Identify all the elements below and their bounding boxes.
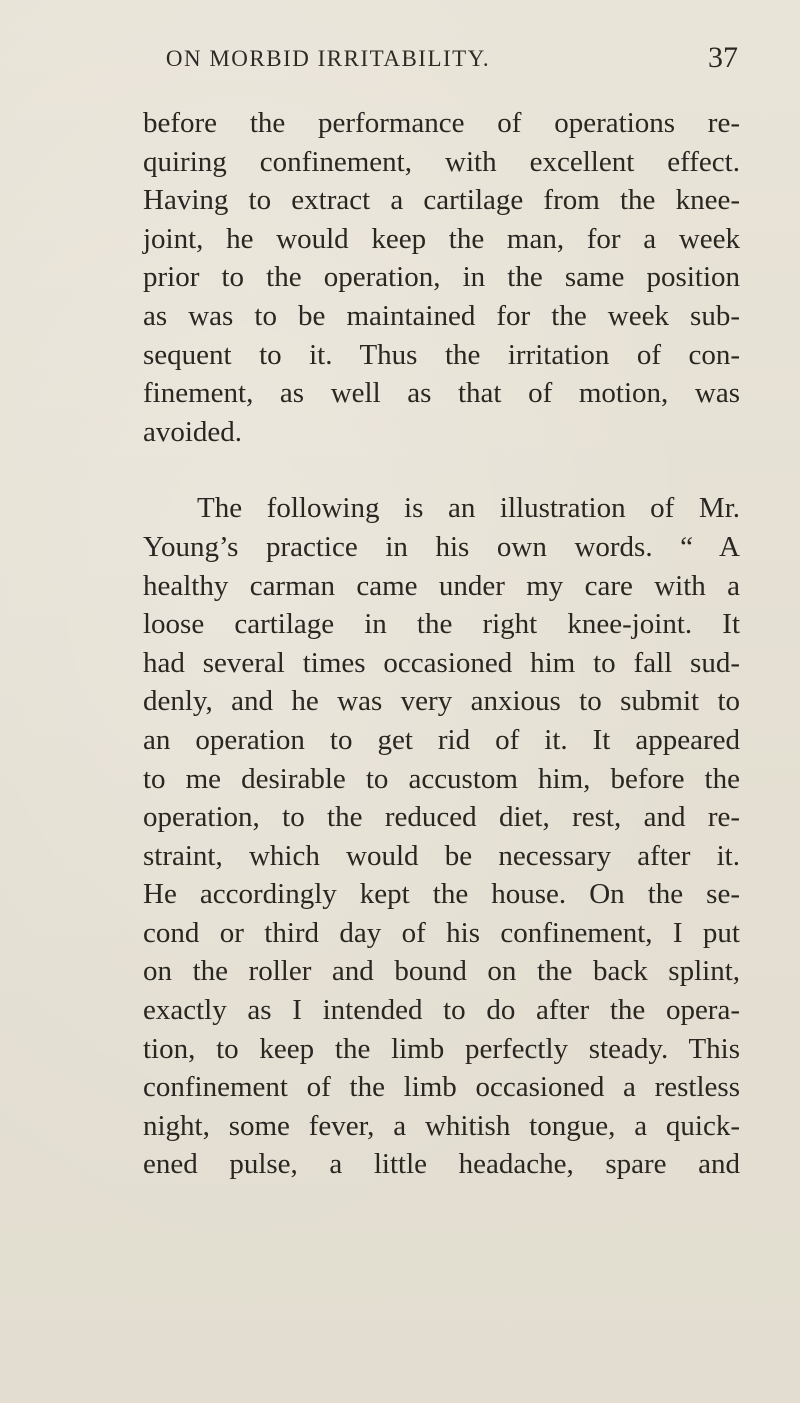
text-line: an operation to get rid of it. It appeared — [143, 723, 740, 756]
text-line: exactly as I intended to do after the opera- — [143, 994, 740, 1027]
text-line: The following is an illustration of Mr. — [197, 492, 740, 525]
text-line: avoided. — [143, 415, 243, 448]
text-line: prior to the operation, in the same position — [143, 261, 740, 294]
text-line: as was to be maintained for the week sub- — [143, 299, 740, 332]
text-line: loose cartilage in the right knee-joint. It — [143, 608, 740, 641]
text-line: operation, to the reduced diet, rest, and re- — [143, 801, 740, 834]
text-line: straint, which would be necessary after it. — [143, 839, 740, 872]
text-line: to me desirable to accustom him, before the — [143, 762, 740, 795]
page-header — [143, 41, 740, 86]
text-line: tion, to keep the limb perfectly steady. This — [143, 1032, 740, 1065]
text-line: quiring confinement, with excellent effect. — [143, 145, 740, 178]
text-line: denly, and he was very anxious to submit to — [143, 685, 740, 718]
text-line: He accordingly kept the house. On the se- — [143, 878, 740, 911]
paragraph-1 — [143, 104, 740, 451]
paragraph-gap — [143, 451, 740, 489]
text-line: joint, he would keep the man, for a week — [143, 222, 740, 255]
running-head: ON MORBID IRRITABILITY. — [165, 46, 491, 71]
paragraph-2 — [143, 489, 740, 1184]
body-text — [143, 104, 740, 1184]
text-line: confinement of the limb occasioned a restless — [143, 1071, 740, 1104]
text-line: finement, as well as that of motion, was — [143, 377, 740, 410]
text-line: cond or third day of his confinement, I put — [143, 916, 740, 949]
text-line: Having to extract a cartilage from the knee- — [143, 184, 740, 217]
text-line: had several times occasioned him to fall sud- — [143, 646, 740, 679]
text-line: before the performance of operations re- — [143, 107, 740, 139]
page-number: 37 — [708, 41, 738, 74]
text-line: sequent to it. Thus the irritation of con- — [143, 338, 740, 371]
text-line: healthy carman came under my care with a — [143, 569, 740, 602]
text-line: night, some fever, a whitish tongue, a quick- — [143, 1109, 740, 1142]
text-line: on the roller and bound on the back splint, — [143, 955, 740, 988]
text-line: ened pulse, a little headache, spare and — [143, 1148, 740, 1181]
text-line: Young’s practice in his own words. “ A — [143, 530, 740, 563]
